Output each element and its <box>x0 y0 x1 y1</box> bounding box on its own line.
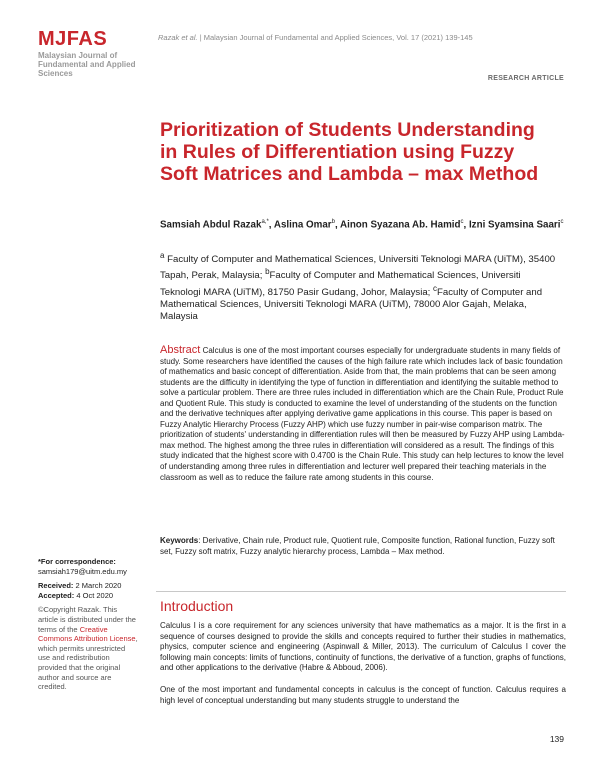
accepted-date <box>38 591 138 601</box>
sidebar-metadata <box>38 557 138 692</box>
header-author: Razak et al. <box>158 33 198 42</box>
author-name: , Ainon Syazana Ab. Hamid <box>334 219 461 231</box>
header-citation-text: | Malaysian Journal of Fundamental and Applied Sciences, Vol. 17 (2021) 139-145 <box>197 33 473 42</box>
author-affiliation-mark: c <box>460 219 464 225</box>
affiliation-text: Faculty of Computer and Mathematical Sciences, Universiti Teknologi MARA (UiTM), 78000 Alor Gajah, Melaka, Malaysia <box>160 286 543 323</box>
keywords <box>160 536 566 557</box>
section-divider <box>156 591 566 592</box>
license-link[interactable]: Creative Commons Attribution License <box>38 624 136 644</box>
affiliation-text: Faculty of Computer and Mathematical Sciences, Universiti Teknologi MARA (UiTM), 35400 Tapah, Perak, Malaysia; <box>160 254 556 282</box>
license-text-end: , which permits unrestricted use and redistribution provided that the original author and source are credited. <box>38 634 138 692</box>
author-name: , Aslina Omar <box>268 219 332 231</box>
running-header <box>158 33 473 42</box>
keywords-text: : Derivative, Chain rule, Product rule, Quotient rule, Composite function, Rational function, Fuzzy soft set, Fuzzy soft matrix, Fuzzy analytic hierarchy process, Lambda – Max method. <box>160 536 555 556</box>
article-type-label: RESEARCH ARTICLE <box>487 75 564 82</box>
article-title: Prioritization of Students Understanding in Rules of Differentiation using Fuzzy Soft Matrices and Lambda – max Method <box>160 119 539 185</box>
affiliations <box>160 250 560 324</box>
license-note <box>38 605 138 691</box>
accepted-label: Accepted: <box>38 590 75 600</box>
section-heading-introduction: Introduction <box>160 598 234 614</box>
received-value: 2 March 2020 <box>73 581 122 591</box>
author-name: Samsiah Abdul Razak <box>160 219 262 231</box>
author-name: , Izni Syamsina Saari <box>463 219 561 231</box>
page-number: 139 <box>549 734 564 744</box>
intro-paragraph: Calculus I is a core requirement for any sciences university that have mathematics as a major. It is the first in a sequence of courses designed to provide the skills and concepts required to further their studies in mathematics, physics, computer science and engineering (Aspinwall & Miller, 2013). The curriculum of Calculus I cover the following main concepts: limits of functions, continuity of functions, the derivative of a function, graphs of functions, and other applications to the derivative (Habre & Abboud, 2006). <box>160 621 566 673</box>
intro-paragraph: One of the most important and fundamental concepts in calculus is the concept of function. Calculus requires a high level of conceptual understanding but many students struggle to understand the <box>160 685 566 705</box>
abstract <box>160 345 566 483</box>
correspondence-label: *For correspondence: <box>38 557 116 566</box>
affiliation-mark: b <box>265 267 270 277</box>
affiliation-text: Faculty of Computer and Mathematical Sciences, Universiti Teknologi MARA (UiTM), 81750 Pasir Gudang, Johor, Malaysia; <box>160 270 521 298</box>
journal-logo: MJFAS <box>38 28 108 50</box>
journal-name: Malaysian Journal of Fundamental and Applied Sciences <box>38 51 136 78</box>
author-affiliation-mark: a,* <box>261 219 269 225</box>
correspondence-email[interactable]: samsiah179@uitm.edu.my <box>38 566 127 576</box>
affiliation-mark: a <box>160 251 165 260</box>
license-text: ©Copyright Razak. This article is distributed under the terms of the <box>38 605 136 634</box>
received-date <box>38 581 138 591</box>
author-list <box>160 216 570 232</box>
author-affiliation-mark: b <box>331 219 335 225</box>
received-label: Received: <box>38 581 74 591</box>
abstract-text: Calculus is one of the most important courses especially for undergraduate students in many fields of study. Some researchers have identified the causes of the high failure rate which includes lack of basic foundation of mathematics and basic concept of differentiation. Aside from that, the main problems that can be seen among students are the difficulty in identifying the type of function in differentiation and identifying the suitable method to solve a particular problem. There are three rules included in differentiation which are the Chain Rule, Product Rule and Quotient Rule. This study is conducted to examine the level of understanding of the students on the function and the derivative techniques after applying derivative game applications in this course. This paper is based on Fuzzy Analytic Hierarchy Process (Fuzzy AHP) which use fuzzy number in pair-wise comparison matrix. The prioritization of students' understanding in differentiation rules will then be measured by Fuzzy AHP using Lambda-max method. The highest among the three rules in differentiation will considered as a result. The findings of this study indicated that the highest score with 0.4700 is the Chain Rule. This study can help lectures to know the level of understanding among three rules in differentiation and lecturer well prepared their teaching materials in the classroom as well as to reduce the failure rate among students in this course. <box>160 346 565 482</box>
abstract-label: Abstract <box>160 344 201 356</box>
accepted-value: 4 Oct 2020 <box>74 590 114 600</box>
keywords-label: Keywords <box>160 536 199 545</box>
author-affiliation-mark: c <box>560 219 564 225</box>
affiliation-mark: c <box>433 283 438 293</box>
